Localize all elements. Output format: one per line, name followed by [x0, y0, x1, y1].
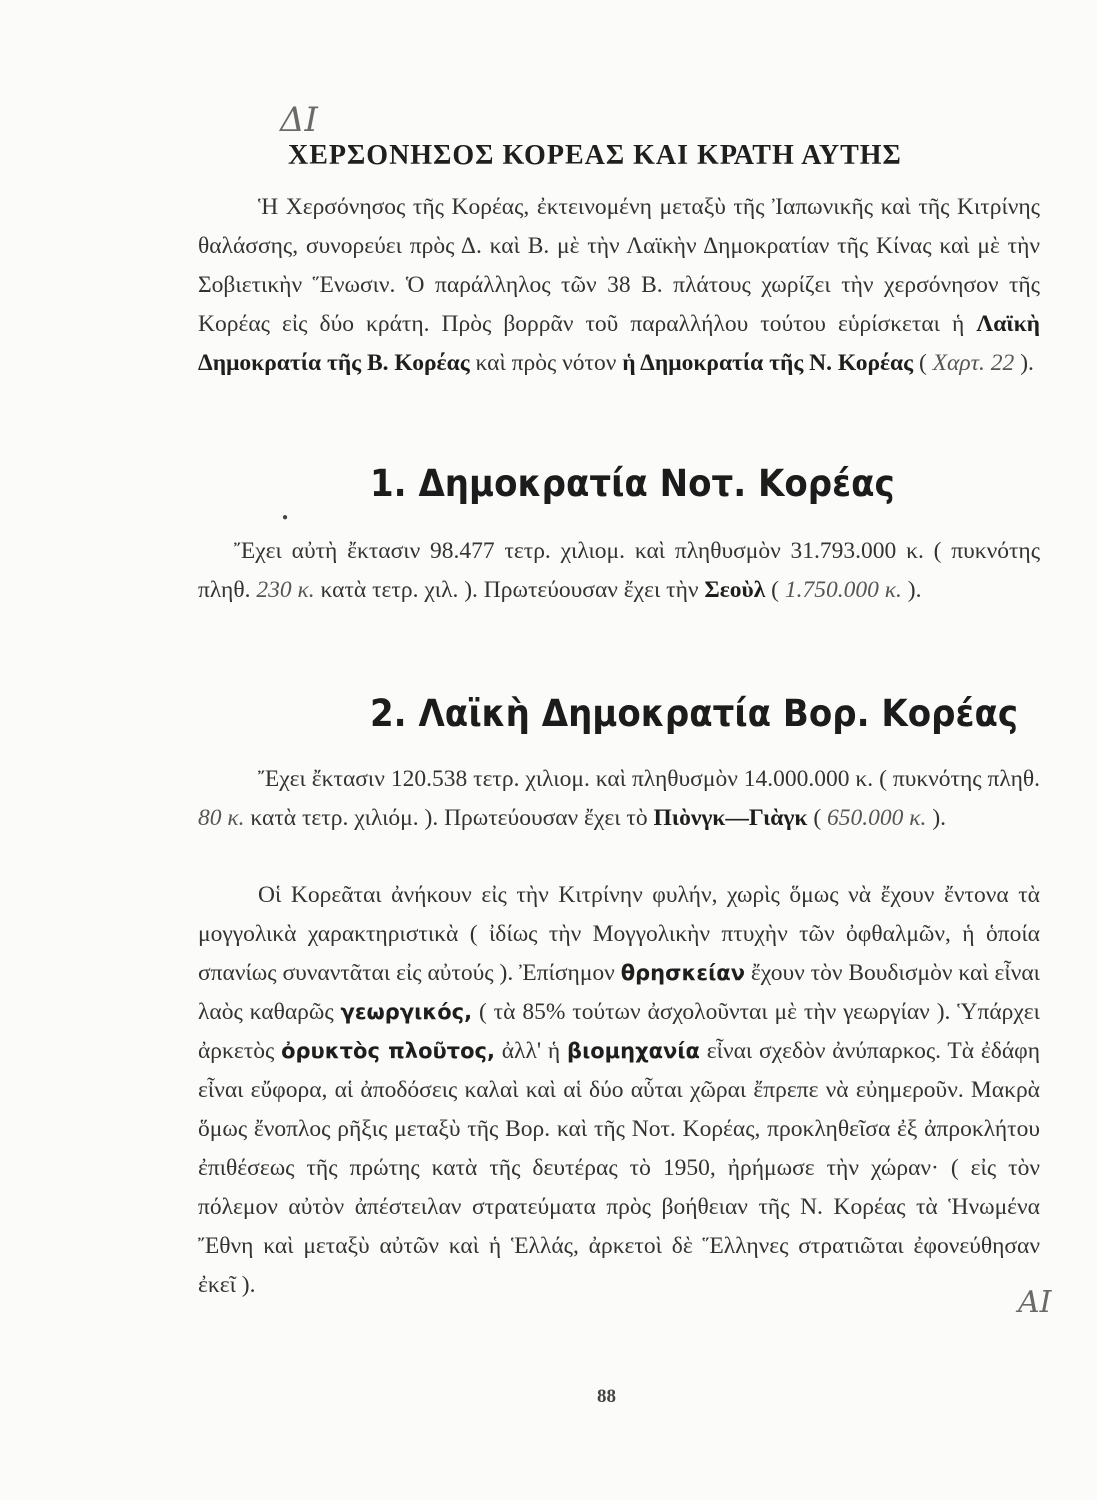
capital-pyongyang: Πιὸνγκ—Γιὰγκ: [653, 805, 808, 831]
keyword-agricultural: γεωργικός,: [340, 1000, 473, 1024]
section-heading-north-korea: 2. Λαϊκὴ Δημοκρατία Βορ. Κορέας: [370, 692, 1019, 735]
page-number: 88: [597, 1386, 616, 1407]
closing-paragraph: Οἱ Κορεᾶται ἀνήκουν εἰς τὴν Κιτρίνην φυλήν, χωρὶς ὅμως νὰ ἔχουν ἔντονα τὰ μογγολικὰ χαρακτηριστικὰ ( ἰδίως τὴν Μογγολικὴν πτυχὴν τῶν ὀφθαλμῶν, ἡ ὁποία σπανίως συναντᾶται εἰς αὐτούς ). Ἐπίσημον θρησκείαν ἔχουν τὸν Βουδισμὸν καὶ εἶναι λαὸς καθαρῶς γεωργικός, ( τὰ 85% τούτων ἀσχολοῦνται μὲ τὴν γεωργίαν ). Ὑπάρχει ἀρκετὸς ὀρυκτὸς πλοῦτος, ἀλλ' ἡ βιομηχανία εἶναι σχεδὸν ἀνύπαρκος. Τὰ ἐδάφη εἶναι εὔφορα, αἱ ἀποδόσεις καλαὶ καὶ αἱ δύο αὗται χῶραι ἔπρεπε νὰ εὐημεροῦν. Μακρὰ ὅμως ἔνοπλος ρῆξις μεταξὺ τῆς Βορ. καὶ τῆς Νοτ. Κορέας, προκληθεῖσα ἐξ ἀπροκλήτου ἐπιθέσεως τῆς πρώτης κατὰ τῆς δευτέρας τὸ 1950, ἠρήμωσε τὴν χώραν· ( εἰς τὸν πόλεμον αὐτὸν ἀπέστειλαν στρατεύματα πρὸς βοήθειαν τῆς Ν. Κορέας τὰ Ἡνωμένα Ἔθνη καὶ μεταξὺ αὐτῶν καὶ ἡ Ἑλλάς, ἀρκετοὶ δὲ Ἕλληνες στρατιῶται ἐφονεύθησαν ἐκεῖ ).: [198, 882, 1041, 1298]
stray-mark-dot: ●: [282, 512, 289, 523]
keyword-industry: βιομηχανία: [567, 1039, 700, 1063]
intro-paragraph: Ἡ Χερσόνησος τῆς Κορέας, ἐκτεινομένη μεταξὺ τῆς Ἰαπωνικῆς καὶ τῆς Κιτρίνης θαλάσσης, συνορεύει πρὸς Δ. καὶ Β. μὲ τὴν Λαϊκὴν Δημοκρατίαν τῆς Κίνας καὶ μὲ τὴν Σοβιετικὴν Ἕνωσιν. Ὁ παράλληλος τῶν 38 Β. πλάτους χωρίζει τὴν χερσόνησον τῆς Κορέας εἰς δύο κράτη. Πρὸς βορρᾶν τοῦ παραλλήλου τούτου εὑρίσκεται ἡ Λαϊκὴ Δημοκρατία τῆς Β. Κορέας καὶ πρὸς νότον ἡ Δημοκρατία τῆς Ν. Κορέας ( Χαρτ. 22 ).: [198, 194, 1040, 376]
keyword-mineral-wealth: ὀρυκτὸς πλοῦτος,: [281, 1039, 495, 1063]
section-heading-south-korea: 1. Δημοκρατία Νοτ. Κορέας: [370, 462, 895, 505]
handwritten-mark-bottom: ΑΙ: [1018, 1285, 1052, 1320]
intro-bold-south: ἡ Δημοκρατία τῆς Ν. Κορέας: [622, 350, 914, 376]
map-reference: Χαρτ. 22: [932, 350, 1015, 376]
south-korea-paragraph: Ἔχει αὐτὴ ἔκτασιν 98.477 τετρ. χιλιομ. καὶ πληθυσμὸν 31.793.000 κ. ( πυκνότης πληθ. 230 κ. κατὰ τετρ. χιλ. ). Πρωτεύουσαν ἔχει τὴν Σεοὺλ ( 1.750.000 κ. ).: [198, 538, 1040, 603]
page-title: ΧΕΡΣΟΝΗΣΟΣ ΚΟΡΕΑΣ ΚΑΙ ΚΡΑΤΗ ΑΥΤΗΣ: [288, 140, 902, 171]
north-korea-paragraph: Ἔχει ἔκτασιν 120.538 τετρ. χιλιομ. καὶ πληθυσμὸν 14.000.000 κ. ( πυκνότης πληθ. 80 κ. κατὰ τετρ. χιλιόμ. ). Πρωτεύουσαν ἔχει τὸ Πιὸνγκ—Γιὰγκ ( 650.000 κ. ).: [198, 766, 1040, 831]
capital-seoul: Σεοὺλ: [704, 577, 766, 603]
intro-bold-north-korea: Β. Κορέας: [366, 350, 470, 376]
intro-bold-north: Λαϊκὴ Δημοκρατία τῆς: [198, 311, 1040, 376]
keyword-religion: θρησκείαν: [620, 961, 746, 985]
handwritten-mark-top: ΔΙ: [280, 100, 318, 140]
